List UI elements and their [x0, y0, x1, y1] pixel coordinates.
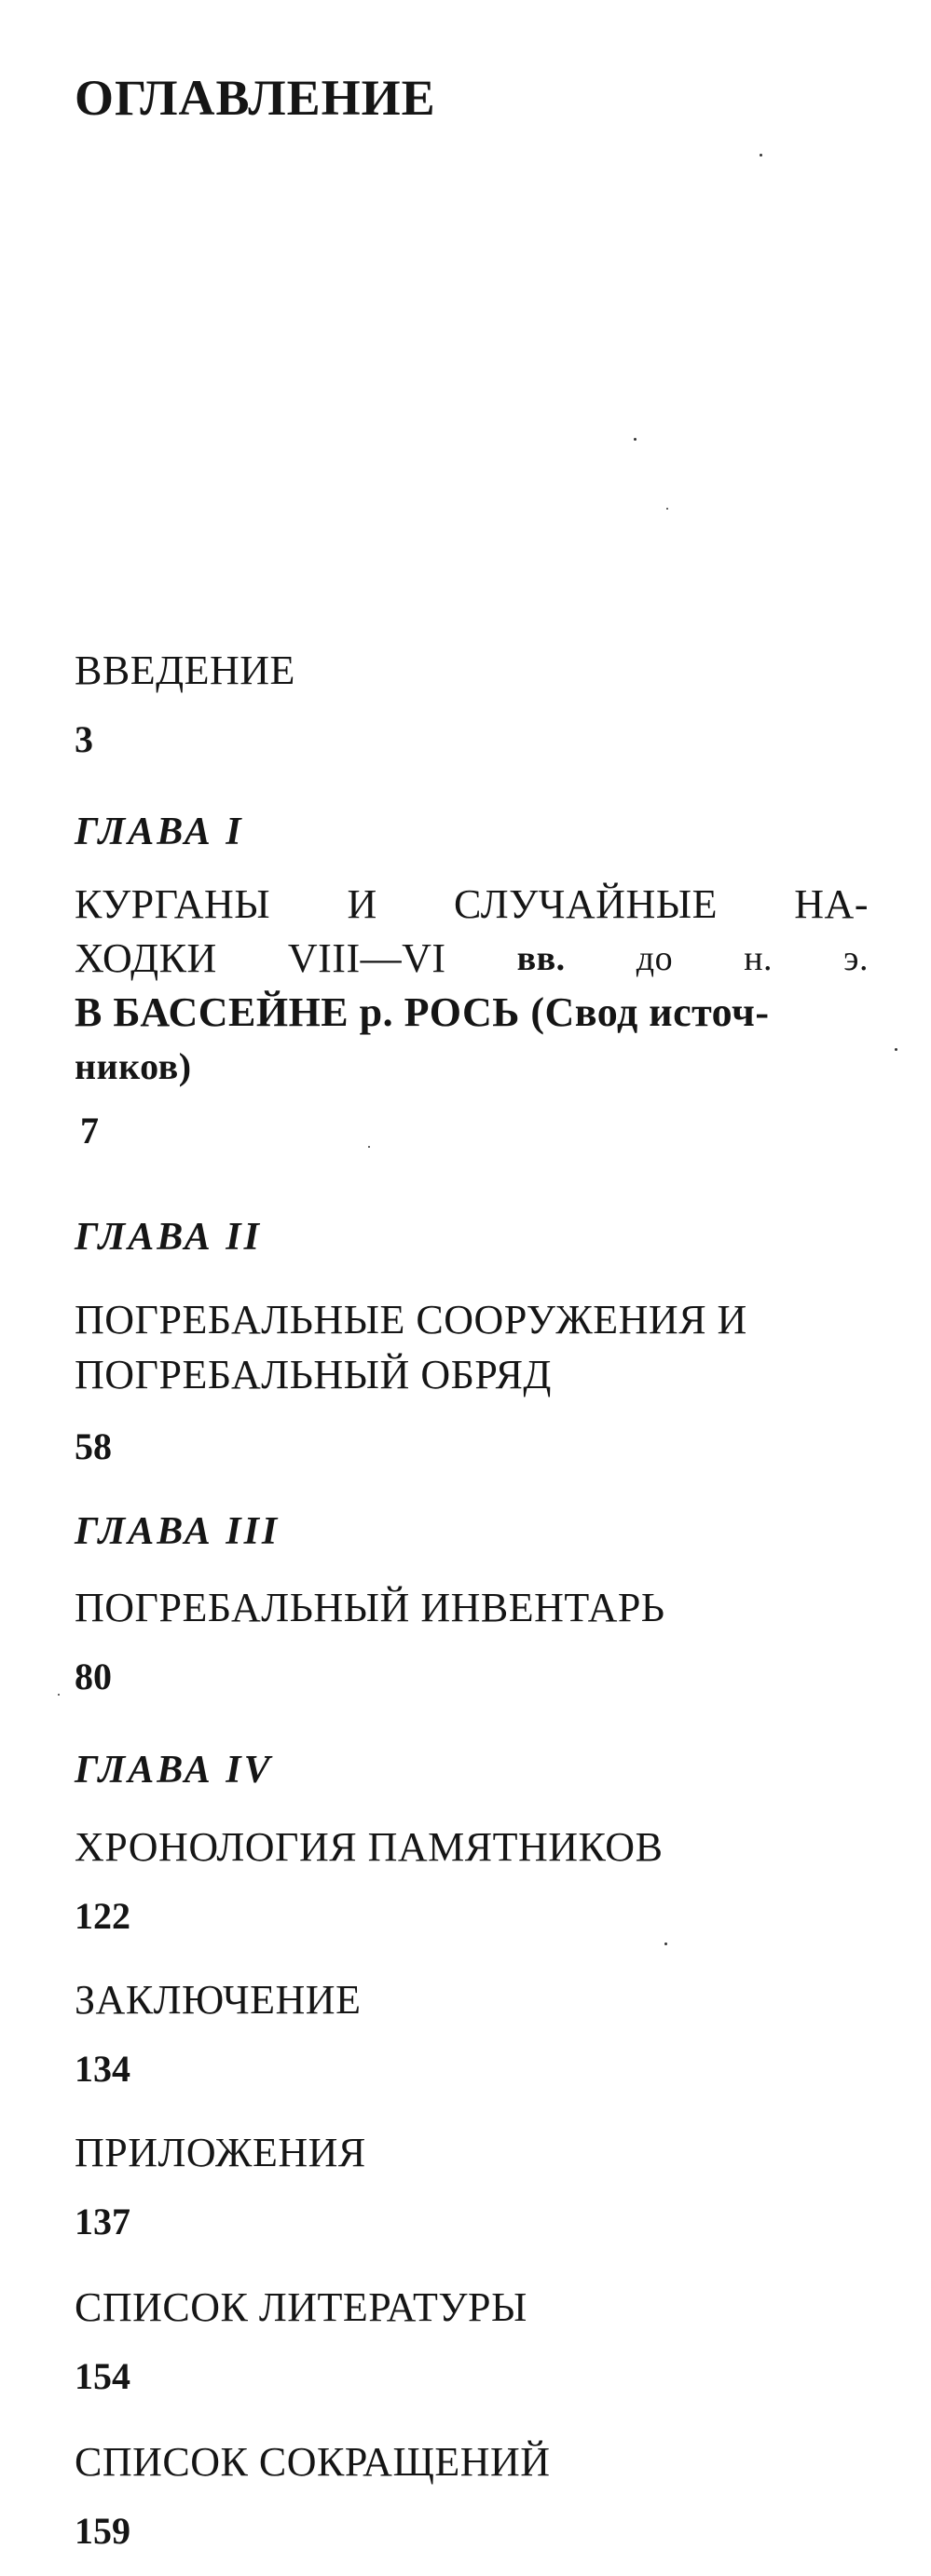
title-word: НА- [794, 881, 869, 927]
scan-speck [58, 1694, 60, 1696]
chapter-title: ПОГРЕБАЛЬНЫЕ СООРУЖЕНИЯ И [75, 1297, 747, 1343]
toc-page-number: 159 [75, 2510, 130, 2552]
chapter-title-line: В БАССЕЙНЕ р. РОСЬ (Свод источ- [75, 989, 770, 1035]
chapter-title-line [75, 878, 869, 932]
chapter-label: ГЛАВА III [75, 1510, 281, 1553]
title-word: н. [744, 939, 774, 978]
toc-entry-title: СПИСОК СОКРАЩЕНИЙ [75, 2439, 551, 2485]
toc-entry-title: ВВЕДЕНИЕ [75, 647, 295, 693]
toc-page-number: 122 [75, 1895, 130, 1937]
chapter-title: ХРОНОЛОГИЯ ПАМЯТНИКОВ [75, 1824, 664, 1870]
toc-entry-title: ПРИЛОЖЕНИЯ [75, 2130, 366, 2175]
chapter-label: ГЛАВА I [75, 811, 244, 853]
chapter-title-line: ников) [75, 1045, 192, 1087]
toc-page-number: 80 [75, 1656, 112, 1697]
toc-entry-title: ЗАКЛЮЧЕНИЕ [75, 1977, 362, 2023]
toc-page-number: 137 [75, 2201, 130, 2242]
title-word: И [347, 881, 377, 927]
title-word: VIII—VI [287, 935, 446, 981]
page-title: ОГЛАВЛЕНИЕ [75, 70, 436, 126]
scan-speck [760, 154, 762, 157]
scan-speck [666, 508, 668, 510]
chapter-title: ПОГРЕБАЛЬНЫЙ ИНВЕНТАРЬ [75, 1585, 665, 1630]
toc-page-number: 7 [80, 1110, 99, 1152]
toc-entry-title: СПИСОК ЛИТЕРАТУРЫ [75, 2284, 527, 2330]
title-word: ХОДКИ [75, 935, 217, 981]
scan-speck [895, 1048, 897, 1051]
title-word: СЛУЧАЙНЫЕ [454, 881, 718, 927]
title-word: вв. [516, 939, 566, 978]
toc-page-number: 154 [75, 2355, 130, 2397]
title-word: э. [843, 939, 869, 978]
toc-page-number: 134 [75, 2048, 130, 2090]
chapter-title [75, 878, 869, 1094]
scan-speck [634, 438, 637, 441]
scan-speck [664, 1942, 667, 1945]
chapter-title: ПОГРЕБАЛЬНЫЙ ОБРЯД [75, 1352, 552, 1397]
title-word: КУРГАНЫ [75, 881, 271, 927]
chapter-title-line [75, 932, 869, 986]
toc-page-number: 58 [75, 1425, 112, 1467]
title-word: до [636, 939, 674, 978]
toc-page-number: 3 [75, 718, 93, 760]
scan-speck [368, 1146, 370, 1148]
chapter-label: ГЛАВА II [75, 1216, 262, 1259]
chapter-label: ГЛАВА IV [75, 1749, 273, 1792]
